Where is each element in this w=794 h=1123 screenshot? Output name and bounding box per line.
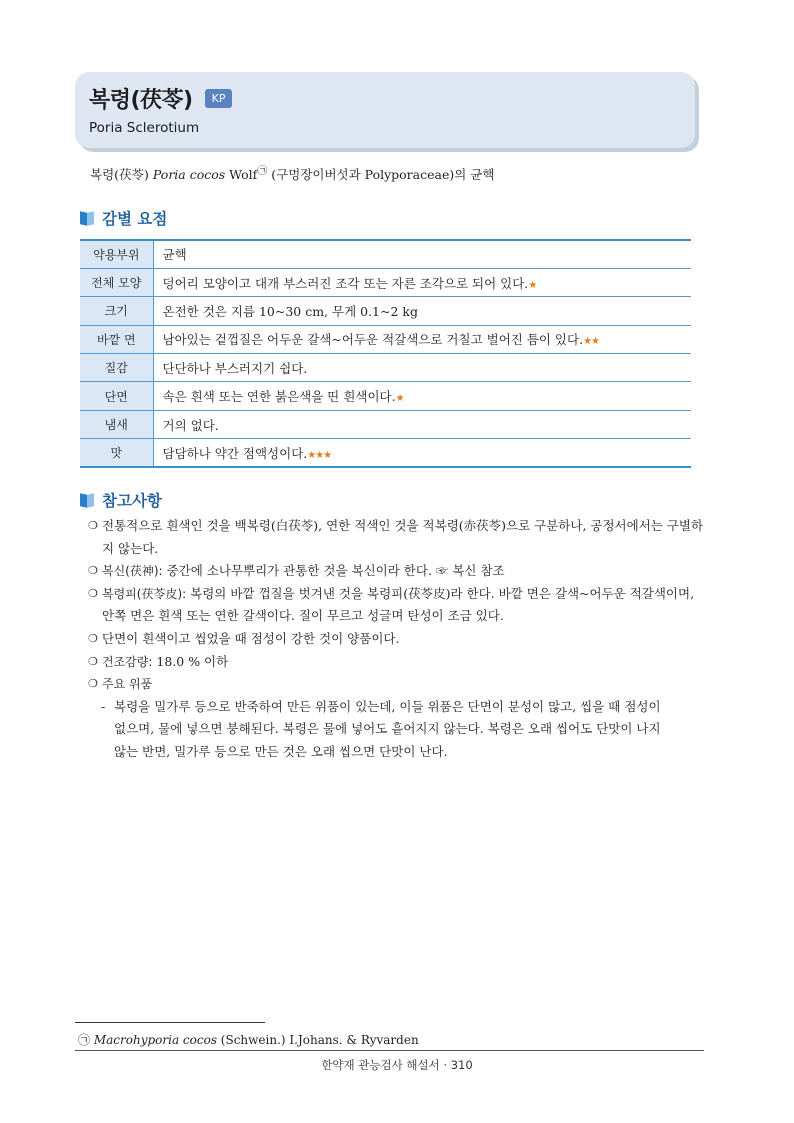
row-value: 덩어리 모양이고 대개 부스러진 조각 또는 자른 조각으로 되어 있다. [162,275,529,291]
table-row [80,268,691,296]
row-value: 담담하나 약간 점액성이다. [162,445,308,461]
list-item [88,673,708,696]
row-value: 남아있는 겉껍질은 어두운 갈색~어두운 적갈색으로 거칠고 벌어진 틈이 있다. [162,332,584,348]
identification-table [80,239,691,468]
references-list [88,515,708,764]
kp-badge: KP [205,89,233,108]
book-icon [80,210,94,226]
star-rating: ★★★ [307,449,332,461]
list-item [88,583,708,606]
bullet-icon: ❍ [88,654,98,668]
row-value-cell [153,354,691,382]
row-label: 전체 모양 [80,268,153,296]
bullet-icon: ❍ [88,564,98,578]
table-row [80,240,691,268]
row-value-cell [153,297,691,325]
sub-item [88,718,708,741]
page-footer: 한약재 관능검사 해설서 · 310 [321,1058,473,1072]
footnote-mark: ㉠ [78,1033,91,1047]
list-item [88,515,708,538]
references-heading-text: 참고사항 [102,492,162,510]
bullet-icon: ❍ [88,519,98,532]
item-label: 복신(茯神): [102,564,163,579]
row-label: 질감 [80,354,153,382]
star-rating: ★★ [583,336,599,348]
sub-item-text: 복령을 밀가루 등으로 반죽하여 만든 위품이 있는데, 이들 위품은 단면이 분성이 많고, 씹을 때 점성이 [114,698,661,714]
row-value-cell [153,268,691,296]
footer-divider [75,1050,704,1051]
row-value: 단단하나 부스러지기 쉽다. [162,360,308,376]
title-row [89,83,232,114]
star-rating: ★ [395,393,404,405]
table-row [80,325,691,353]
row-label: 단면 [80,382,153,410]
row-value-cell [153,240,691,268]
item-text: 복령의 바깥 껍질을 벗겨낸 것을 복령피(茯苓皮)라 한다. 바깥 면은 갈색~어두운 적갈색이며, [186,585,695,601]
origin-line [90,162,494,183]
sub-item [88,696,708,719]
origin-prefix: 복령(茯苓) [90,167,153,183]
row-value-cell [153,439,691,467]
sub-item [88,741,708,764]
footnote-divider [75,1022,265,1023]
list-item [88,560,708,583]
identification-heading [80,207,167,229]
title-box [75,72,695,148]
footnote-mark: ㉠ [257,166,268,177]
row-label: 약용부위 [80,240,153,268]
row-value-cell [153,382,691,410]
row-value-cell [153,410,691,438]
row-value: 온전한 것은 지름 10~30 cm, 무게 0.1~2 kg [162,303,418,319]
item-text: 18.0 % 이하 [152,653,229,669]
footnote [78,1031,419,1048]
origin-author: Wolf [225,167,258,183]
item-label: 주요 위품 [102,677,153,692]
bullet-icon: ❍ [88,631,98,645]
table-row [80,439,691,467]
item-text: 단면이 흰색이고 씹었을 때 점성이 강한 것이 양품이다. [102,630,400,646]
row-value: 거의 없다. [162,417,219,433]
row-label: 냄새 [80,410,153,438]
footnote-scientific-name: Macrohyporia cocos [93,1033,217,1047]
origin-suffix: (구멍장이버섯과 Polyporaceae)의 균핵 [267,167,495,183]
book-icon [80,492,94,508]
sub-item-text: 않는 반면, 밀가루 등으로 만든 것은 오래 씹으면 단맛이 난다. [114,743,448,759]
row-value: 속은 흰색 또는 연한 붉은색을 띤 흰색이다. [162,389,396,405]
references-heading [80,489,162,511]
page-title: 복령(茯苓) [89,88,193,113]
origin-scientific-name: Poria cocos [152,167,226,183]
list-item [88,628,708,651]
table-row [80,410,691,438]
item-label: 건조감량: [102,654,153,669]
list-item [88,605,708,628]
item-label: 복령피(茯苓皮): [102,586,187,601]
identification-heading-text: 감별 요점 [102,210,168,228]
row-value-cell [153,325,691,353]
latin-name: Poria Sclerotium [89,120,200,136]
bullet-icon: ❍ [88,677,98,691]
row-value: 균핵 [162,247,187,263]
table-row [80,382,691,410]
item-text: 지 않는다. [102,540,159,556]
list-item [88,651,708,674]
bullet-icon: ❍ [88,586,98,600]
dash-marker: - [101,698,106,714]
footnote-rest: (Schwein.) I.Johans. & Ryvarden [216,1033,419,1047]
list-item [88,538,708,561]
item-text: 중간에 소나무뿌리가 관통한 것을 복신이라 한다. ☞ 복신 참조 [162,563,505,579]
sub-item-text: 없으며, 물에 넣으면 붕해된다. 복령은 물에 넣어도 흩어지지 않는다. 복령은 오래 씹어도 단맛이 나지 [114,721,661,737]
row-label: 바깥 면 [80,325,153,353]
item-text: 전통적으로 흰색인 것을 백복령(白茯苓), 연한 적색인 것을 적복령(赤茯苓)으로 구분하나, 공정서에서는 구별하 [102,518,704,533]
row-label: 크기 [80,297,153,325]
item-text: 안쪽 면은 흰색 또는 연한 갈색이다. 질이 무르고 성글며 탄성이 조금 있다. [102,608,504,624]
star-rating: ★ [528,279,537,291]
row-label: 맛 [80,439,153,467]
table-row [80,297,691,325]
table-row [80,354,691,382]
